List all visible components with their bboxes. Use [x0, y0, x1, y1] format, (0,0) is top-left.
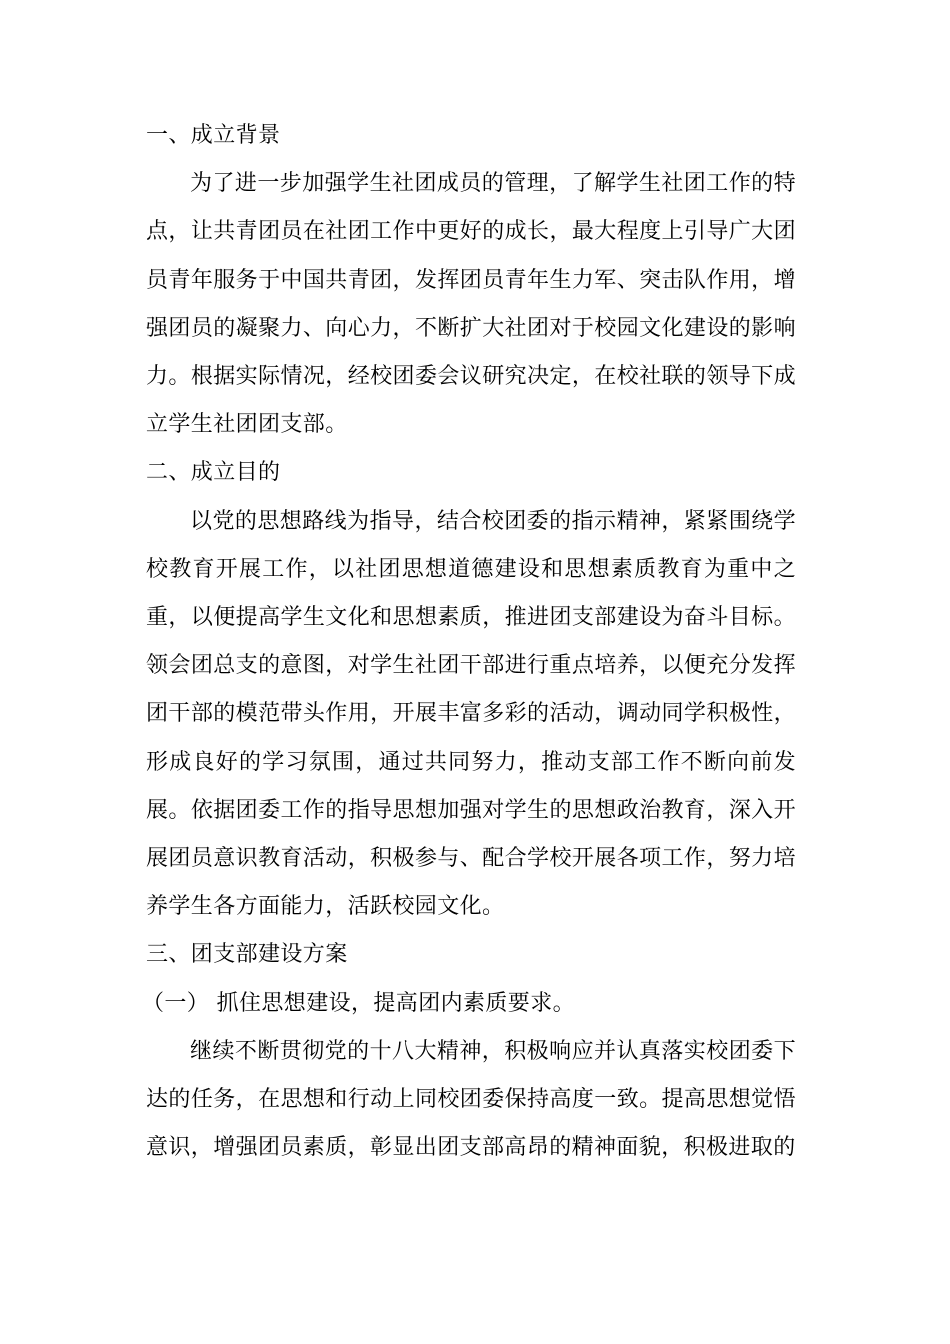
paragraph-ideology: 继续不断贯彻党的十八大精神，积极响应并认真落实校团委下达的任务，在思想和行动上同校团委保持高度一致。提高思想觉悟意识，增强团员素质，彰显出团支部高昂的精神面貌，积极进取的 — [146, 1038, 796, 1161]
paragraph-background: 为了进一步加强学生社团成员的管理，了解学生社团工作的特点，让共青团员在社团工作中更好的成长，最大程度上引导广大团员青年服务于中国共青团，发挥团员青年生力军、突击队作用，增强团员的凝聚力、向心力，不断扩大社团对于校园文化建设的影响力。根据实际情况，经校团委会议研究决定，在校社联的领导下成立学生社团团支部。 — [146, 171, 796, 438]
document-page — [142, 112, 796, 1172]
subheading-ideology: （一） 抓住思想建设，提高团内素质要求。 — [142, 990, 575, 1016]
section-heading-purpose: 二、成立目的 — [146, 460, 281, 486]
section-heading-background: 一、成立背景 — [146, 123, 281, 148]
section-heading-plan: 三、团支部建设方案 — [146, 942, 348, 968]
paragraph-purpose: 以党的思想路线为指导，结合校团委的指示精神，紧紧围绕学校教育开展工作，以社团思想道德建设和思想素质教育为重中之重，以便提高学生文化和思想素质，推进团支部建设为奋斗目标。领会团总支的意图，对学生社团干部进行重点培养，以便充分发挥团干部的模范带头作用，开展丰富多彩的活动，调动同学积极性，形成良好的学习氛围，通过共同努力，推动支部工作不断向前发展。依据团委工作的指导思想加强对学生的思想政治教育，深入开展团员意识教育活动，积极参与、配合学校开展各项工作，努力培养学生各方面能力，活跃校园文化。 — [146, 508, 796, 920]
